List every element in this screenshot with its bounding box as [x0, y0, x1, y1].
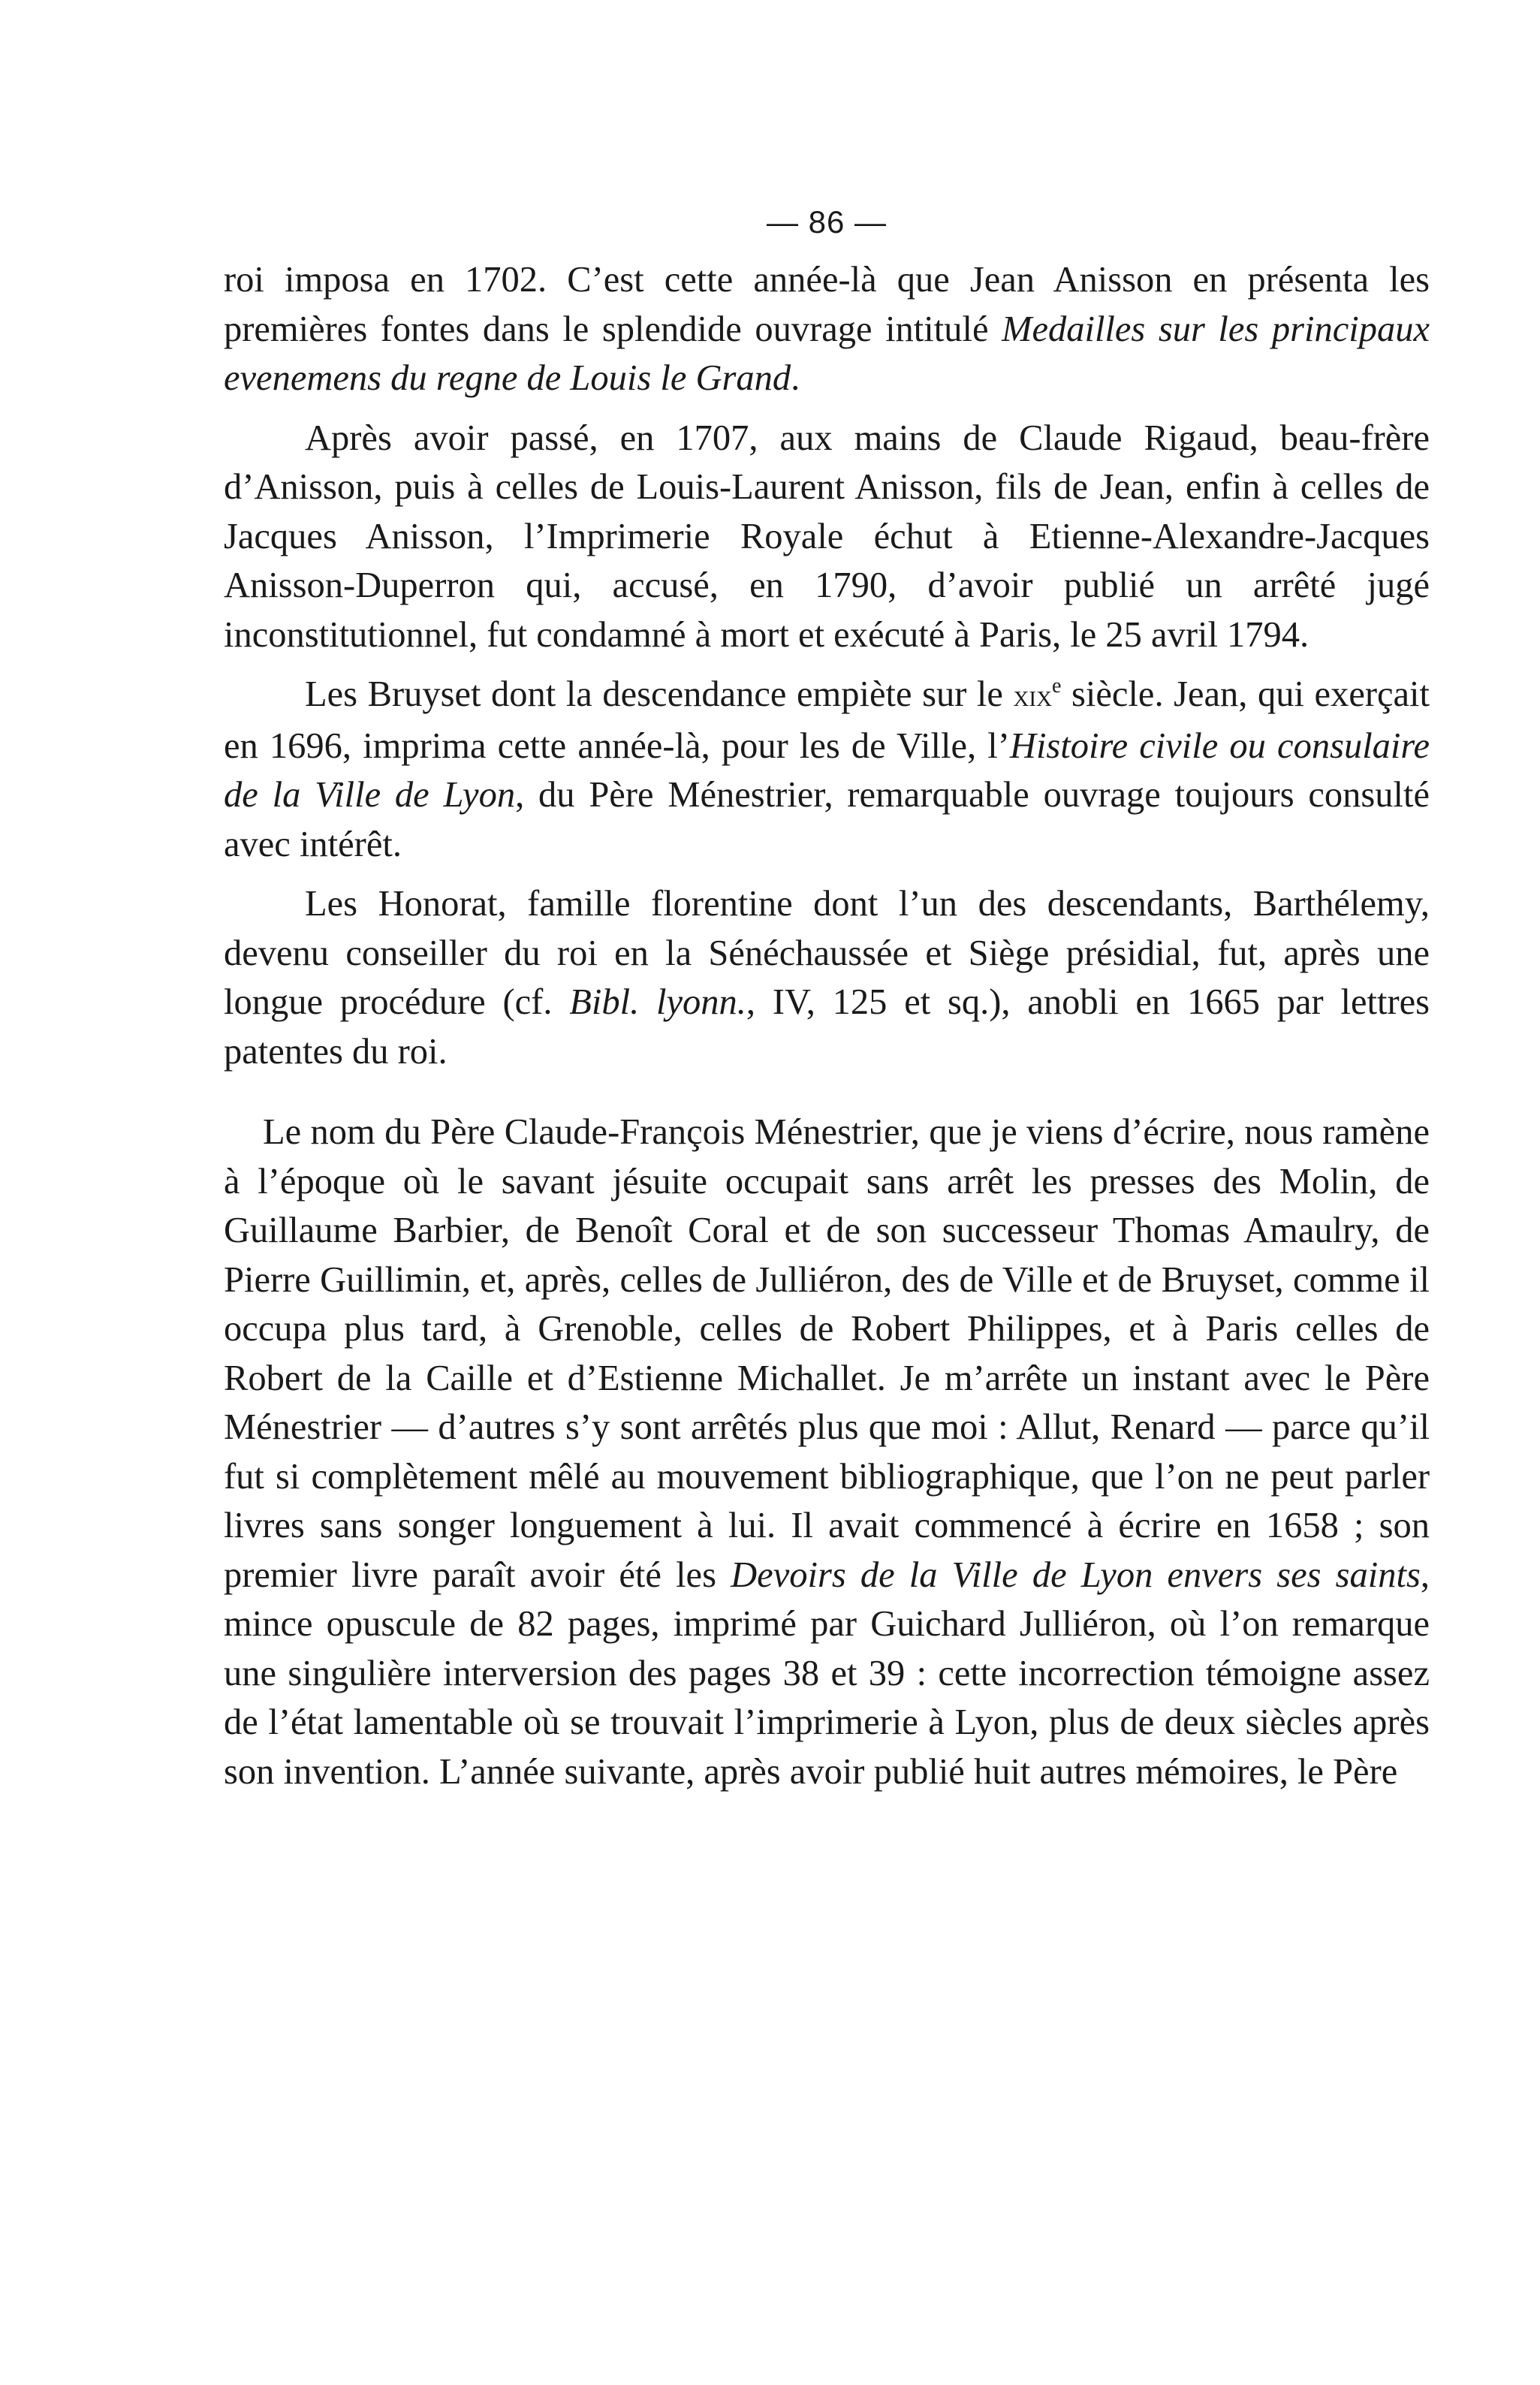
paragraph-5-end: , mince opuscule de 82 pages, imprimé par Guichard Julliéron, où l’on remarque une singulière interversion des pages 38 et 39 : cette incorrection témoigne assez de l’état lamentable où se trouvait l’imprimerie à Lyon, plus de deux siècles après son invention. L’année suivante, après avoir publié huit autres mémoires, le Père: [224, 1554, 1430, 1792]
book-title-histoire: Histoire civile ou consulaire de la Ville de Lyon: [224, 725, 1430, 815]
paragraph-1: [224, 255, 1430, 403]
paragraph-1-end: .: [791, 358, 800, 398]
paragraph-1-text: roi imposa en 1702. C’est cette année-là que Jean Anisson en présenta les premières fontes dans le splendide ouvrage intitulé: [224, 260, 1430, 349]
book-title-medailles: Medailles sur les principaux evenemens du regne de Louis le Grand: [224, 309, 1430, 398]
century-superscript: e: [1052, 674, 1062, 698]
page-number: — 86 —: [766, 204, 888, 240]
paragraph-4-end: , IV, 125 et sq.), anobli en 1665 par lettres patentes du roi.: [224, 982, 1430, 1072]
document-page: [224, 0, 1430, 2385]
body-text: [224, 255, 1430, 1807]
reference-bibl-lyonn: Bibl. lyonn.: [569, 982, 746, 1022]
paragraph-3-middle: siècle. Jean, qui exerçait en 1696, imprima cette année-là, pour les de Ville, l’: [224, 674, 1430, 766]
paragraph-3-end: , du Père Ménestrier, remarquable ouvrage toujours consulté avec intérêt.: [224, 775, 1430, 864]
book-title-devoirs: Devoirs de la Ville de Lyon envers ses saints: [731, 1554, 1421, 1595]
century-numeral: xix: [1013, 679, 1053, 713]
paragraph-3-text: Les Bruyset dont la descendance empiète sur le: [305, 674, 1014, 714]
paragraph-5-text: Le nom du Père Claude-François Ménestrier, que je viens d’écrire, nous ramène à l’époque où le savant jésuite occupait sans arrêt les presses des Molin, de Guillaume Barbier, de Benoît Coral et de son successeur Thomas Amaulry, de Pierre Guillimin, et, après, celles de Julliéron, des de Ville et de Bruyset, comme il occupa plus tard, à Grenoble, celles de Robert Philippes, et à Paris celles de Robert de la Caille et d’Estienne Michallet. Je m’arrête un instant avec le Père Ménestrier — d’autres s’y sont arrêtés plus que moi : Allut, Renard — parce qu’il fut si complètement mêlé au mouvement bibliographique, que l’on ne peut parler livres sans songer longuement à lui. Il avait commencé à écrire en 1658 ; son premier livre paraît avoir été les: [224, 1112, 1430, 1595]
paragraph-4-text: Les Honorat, famille florentine dont l’un des descendants, Barthélemy, devenu conseiller du roi en la Sénéchaussée et Siège présidial, fut, après une longue procédure (cf.: [224, 884, 1430, 1022]
paragraph-2: Après avoir passé, en 1707, aux mains de Claude Rigaud, beau-frère d’Anisson, puis à celles de Louis-Laurent Anisson, fils de Jean, enfin à celles de Jacques Anisson, l’Imprimerie Royale échut à Etienne-Alexandre-Jacques Anisson-Duperron qui, accusé, en 1790, d’avoir publié un arrêté jugé inconstitutionnel, fut condamné à mort et exécuté à Paris, le 25 avril 1794.: [224, 418, 1430, 655]
paragraph-5: [224, 1108, 1430, 1796]
paragraph-4: [224, 879, 1430, 1076]
paragraph-3: [224, 670, 1430, 869]
